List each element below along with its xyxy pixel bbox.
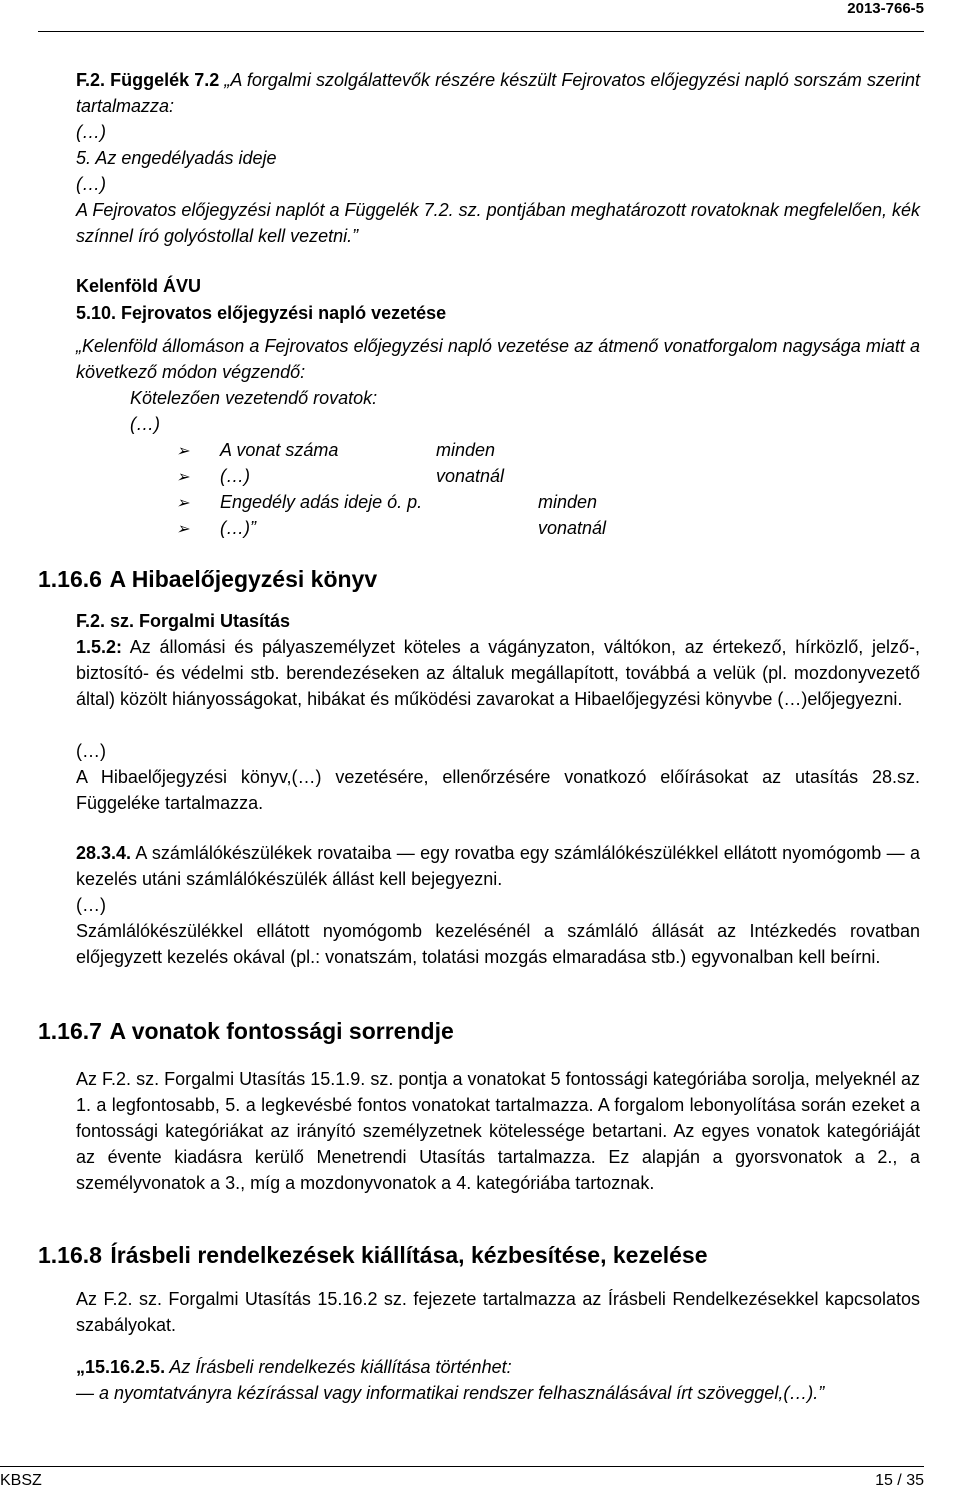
bullet-item: [176, 437, 505, 486]
bullet-left: Engedély adás ideje ó. p.: [220, 492, 423, 512]
bullet-left: A vonat száma: [220, 440, 339, 460]
bullet-right: minden vonatnál: [436, 440, 505, 486]
kelenfold-subtitle: 5.10. Fejrovatos előjegyzési napló vezetése: [76, 303, 447, 323]
paragraph: Az F.2. sz. Forgalmi Utasítás 15.16.2 sz. fejezete tartalmazza az Írásbeli Rendelkezésekkel kapcsolatos szabályokat.: [76, 1289, 920, 1335]
bullet-right: minden vonatnál: [538, 492, 607, 538]
bullet-item: [176, 463, 250, 491]
section-title: A Hibaelőjegyzési könyv: [109, 566, 378, 592]
appendix-intro: [76, 67, 920, 119]
appendix-body: A Fejrovatos előjegyzési naplót a Függelék 7.2. sz. pontjában meghatározott rovatoknak megfelelően, kék színnel író golyóstollal kell vezetni.”: [76, 200, 920, 246]
section-title: A vonatok fontossági sorrendje: [109, 1018, 454, 1044]
bullet-item: [176, 515, 256, 543]
ellipsis: (…): [76, 741, 106, 761]
page-number: 15 / 35: [875, 1472, 924, 1489]
kelenfold-intro: „Kelenföld állomáson a Fejrovatos előjegyzési napló vezetése az átmenő vonatforgalom nagysága miatt a következő módon végzendő:: [76, 336, 920, 382]
document-id: 2013-766-5: [847, 0, 924, 17]
section-heading: [38, 566, 377, 593]
paragraph-text: A számlálókészülékek rovataiba — egy rovatba egy számlálókészülékkel ellátott nyomógomb — a kezelés utáni számlálókészülék állást kell bejegyezni.: [76, 843, 920, 889]
paragraph: [76, 840, 920, 892]
paragraph-text: Az állomási és pályaszemélyzet köteles a vágányzaton, váltókon, az értekező, hírközlő, jelző-, biztosító- és védelmi stb. berendezéseken az általuk megállapított, továbbá a velük (pl. mozdonyvezető által) közölt hiányosságokat, hibákat és működési zavarokat a Hibaelőjegyzési könyvbe (…)előjegyezni.: [76, 637, 920, 709]
regulation-ref: F.2. sz. Forgalmi Utasítás: [76, 611, 291, 631]
appendix-title-italic: „A forgalmi szolgálattevők részére készült Fejrovatos előjegyzési napló sorszám szerint tartalmazza:: [76, 70, 920, 116]
section-heading: [38, 1018, 454, 1045]
quote-intro: [76, 1354, 920, 1380]
paragraph: Számlálókészülékkel ellátott nyomógomb kezelésénél a számláló állását az Intézkedés rovatban előjegyzett kezelés okával (pl.: vonatszám, tolatási mozgás elmaradása stb.) egyvonalban kell beírni.: [76, 921, 920, 967]
item-5: 5. Az engedélyadás ideje: [76, 148, 277, 168]
paragraph: [76, 634, 920, 712]
arrow-bullet-icon: ➢: [176, 495, 190, 512]
paragraph: A Hibaelőjegyzési könyv,(…) vezetésére, ellenőrzésére vonatkozó előírásokat az utasítás 28.sz. Függeléke tartalmazza.: [76, 767, 920, 813]
quote-body: — a nyomtatványra kézírással vagy informatikai rendszer felhasználásával írt szöveggel,(…).”: [76, 1383, 825, 1403]
ellipsis-2: (…): [76, 174, 106, 194]
kelenfold-title: Kelenföld ÁVU: [76, 276, 202, 296]
section-number: 1.16.7: [38, 1018, 102, 1044]
arrow-bullet-icon: ➢: [176, 443, 190, 460]
bullet-left: (…): [220, 466, 250, 486]
arrow-bullet-icon: ➢: [176, 469, 190, 486]
ellipsis: (…): [76, 895, 106, 915]
mandatory-ellipsis: (…): [130, 414, 160, 434]
bullet-item: [176, 489, 607, 538]
paragraph-ref: 1.5.2:: [76, 637, 123, 657]
arrow-bullet-icon: ➢: [176, 521, 190, 538]
quote-ref: „15.16.2.5.: [76, 1357, 166, 1377]
ellipsis-1: (…): [76, 122, 106, 142]
section-number: 1.16.8: [38, 1242, 102, 1268]
paragraph-ref: 28.3.4.: [76, 843, 132, 863]
paragraph: Az F.2. sz. Forgalmi Utasítás 15.1.9. sz. pontja a vonatokat 5 fontossági kategóriába sorolja, melyeknél az 1. a legfontosabb, 5. a legkevésbé fontos vonatokat tartalmazza. A forgalom lebonyolítása során ezeket a fontossági kategóriákat az irányító személyzetnek kötelessége betartani. Az egyes vonatok kategóriáját az évente kiadásra kerülő Menetrendi Utasítás tartalmazza. Ez alapján a gyorsvonatok a 2., a személyvonatok a 3., míg a mozdonyvonatok a 4. kategóriába tartoznak.: [76, 1069, 920, 1193]
mandatory-label: Kötelezően vezetendő rovatok:: [130, 388, 378, 408]
bullet-left: (…)”: [220, 518, 256, 538]
section-title: Írásbeli rendelkezések kiállítása, kézbesítése, kezelése: [110, 1242, 708, 1268]
quote-intro-text: Az Írásbeli rendelkezés kiállítása történhet:: [165, 1357, 512, 1377]
footer-rule: [0, 1466, 924, 1467]
appendix-title-prefix: F.2. Függelék 7.2: [76, 70, 225, 90]
header-rule: [38, 31, 924, 32]
section-number: 1.16.6: [38, 566, 102, 592]
footer-left: KBSZ: [0, 1472, 42, 1489]
section-heading: [38, 1242, 708, 1269]
